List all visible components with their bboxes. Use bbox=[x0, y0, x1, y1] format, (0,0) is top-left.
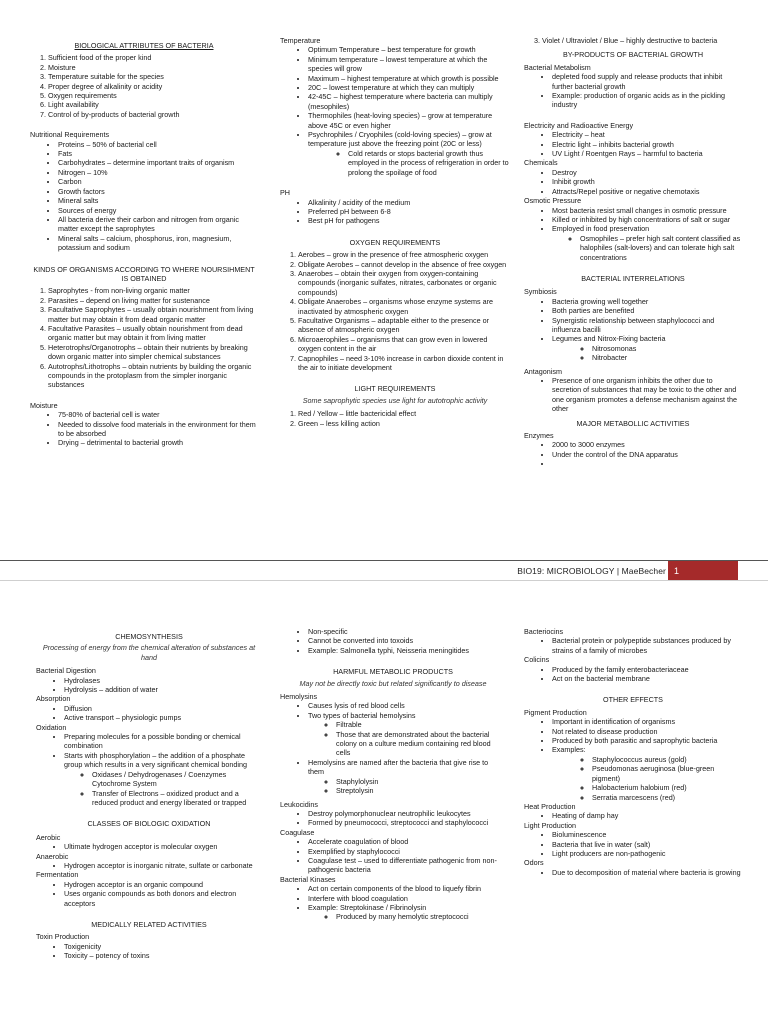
list-item: 2. Green – less killing action bbox=[298, 419, 510, 428]
bullet-list bbox=[36, 676, 262, 695]
section-title: OXYGEN REQUIREMENTS bbox=[349, 237, 441, 247]
section-label: Bacterial Metabolism bbox=[524, 62, 591, 72]
list-item: 2. Parasites – depend on living matter for sustenance bbox=[48, 296, 258, 305]
list-item: • 75-80% of bacterial cell is water bbox=[58, 410, 258, 419]
numbered-list bbox=[280, 409, 510, 428]
list-item: • Important in identification of organisms bbox=[552, 717, 742, 726]
page2-column-3 bbox=[524, 627, 742, 877]
list-item: ◦ Oxidases / Dehydrogenases / Coenzymes Cytochrome System bbox=[92, 770, 262, 789]
list-item: • Most bacteria resist small changes in osmotic pressure bbox=[552, 206, 742, 215]
list-item: 1. Aerobes – grow in the presence of free atmospheric oxygen bbox=[298, 250, 510, 259]
section-label: Toxin Production bbox=[36, 932, 90, 942]
bullet-list bbox=[524, 206, 742, 234]
section-subtitle: Some saprophytic species use light for autotrophic activity bbox=[302, 395, 488, 405]
list-item: ◦ Produced by many hemolytic streptococci bbox=[336, 912, 506, 921]
list-item: • Nitrogen – 10% bbox=[58, 168, 258, 177]
list-item: • Fats bbox=[58, 149, 258, 158]
list-item: • Optimum Temperature – best temperature for growth bbox=[308, 45, 510, 54]
bullet-list bbox=[524, 665, 742, 684]
bullet-list bbox=[30, 410, 258, 448]
page2-column-2 bbox=[280, 627, 506, 922]
sub-list bbox=[524, 755, 742, 802]
section-label: Bacteriocins bbox=[524, 627, 564, 636]
page-number-badge bbox=[668, 561, 738, 581]
list-item: • Example: Salmonella typhi, Neisseria meningitides bbox=[308, 646, 506, 655]
list-item: ◦ Filtrable bbox=[336, 720, 506, 729]
list-item: • Attracts/Repel positive or negative chemotaxis bbox=[552, 187, 742, 196]
list-item: • Diffusion bbox=[64, 704, 262, 713]
bullet-list bbox=[30, 140, 258, 253]
list-item: 5. Heterotrophs/Organotrophs – obtain their nutrients by breaking down organic matter into simpler chemical substances bbox=[48, 343, 258, 362]
section-label: Anaerobic bbox=[36, 851, 69, 861]
numbered-list bbox=[30, 286, 258, 389]
list-item: • Preferred pH between 6-8 bbox=[308, 207, 510, 216]
list-item: 7. Control of by-products of bacterial growth bbox=[48, 110, 258, 119]
sub-list bbox=[280, 149, 510, 177]
page-number: 1 bbox=[674, 566, 680, 576]
list-item: • Bacteria that live in water (salt) bbox=[552, 840, 742, 849]
sub-list bbox=[280, 720, 506, 758]
section-label: Aerobic bbox=[36, 832, 61, 842]
list-item: • Cannot be converted into toxoids bbox=[308, 636, 506, 645]
section-title: LIGHT REQUIREMENTS bbox=[354, 384, 436, 394]
list-item: • Due to decomposition of material where bacteria is growing bbox=[552, 868, 742, 877]
list-item: • Mineral salts bbox=[58, 196, 258, 205]
section-label: PH bbox=[280, 188, 290, 198]
bullet-list bbox=[524, 717, 742, 755]
list-item: ◦ Osmophiles – prefer high salt content classified as halophiles (salt-lovers) and can tolerate high salt concentrations bbox=[580, 234, 742, 262]
section-title: BACTERIAL INTERRELATIONS bbox=[581, 273, 685, 283]
list-item: 1. Saprophytes - from non-living organic matter bbox=[48, 286, 258, 295]
list-item: • Electric light – inhibits bacterial growth bbox=[552, 140, 742, 149]
list-item: 1. Red / Yellow – little bactericidal effect bbox=[298, 409, 510, 418]
section-subtitle: Processing of energy from the chemical alteration of substances at hand bbox=[42, 643, 256, 662]
list-item: 7. Capnophiles – need 3-10% increase in carbon dioxide content in the air to initiate development bbox=[298, 354, 510, 373]
bullet-list bbox=[524, 636, 742, 655]
list-item: • Under the control of the DNA apparatus bbox=[552, 450, 742, 459]
list-item: • Presence of one organism inhibits the other due to secretion of substances that may be toxic to the other and one organism promotes a defense mechanism against the other bbox=[552, 376, 742, 414]
page-footer bbox=[0, 560, 768, 581]
list-item: • Destroy bbox=[552, 168, 742, 177]
list-item: • Best pH for pathogens bbox=[308, 216, 510, 225]
list-item: • Growth factors bbox=[58, 187, 258, 196]
list-item: • Interfere with blood coagulation bbox=[308, 894, 506, 903]
bullet-list bbox=[524, 130, 742, 158]
sub-list bbox=[280, 912, 506, 921]
list-item: ◦ Streptolysin bbox=[336, 786, 506, 795]
list-item: • Example: production of organic acids as in the pickling industry bbox=[552, 91, 742, 110]
section-label: Osmotic Pressure bbox=[524, 196, 582, 206]
section-label: Colicins bbox=[524, 655, 550, 665]
list-item: ◦ Nitrobacter bbox=[592, 353, 742, 362]
bullet-list bbox=[36, 880, 262, 908]
section-label: Symbiosis bbox=[524, 287, 557, 297]
list-item: 6. Autotrophs/Lithotrophs – obtain nutrients by building the organic compounds in the protoplasm from the simpler inorganic substances bbox=[48, 362, 258, 390]
list-item: 5. Oxygen requirements bbox=[48, 91, 258, 100]
section-title: OTHER EFFECTS bbox=[603, 695, 663, 705]
bullet-list bbox=[36, 942, 262, 961]
bullet-list bbox=[524, 376, 742, 414]
section-label: Fermentation bbox=[36, 870, 79, 880]
list-item: 2. Moisture bbox=[48, 63, 258, 72]
bullet-list bbox=[524, 811, 742, 820]
list-item bbox=[552, 459, 742, 468]
list-item: • Needed to dissolve food materials in the environment for them to be absorbed bbox=[58, 420, 258, 439]
bullet-list bbox=[36, 842, 262, 851]
list-item: • Toxigenicity bbox=[64, 942, 262, 951]
list-item: • Alkalinity / acidity of the medium bbox=[308, 198, 510, 207]
section-title: MAJOR METABOLLIC ACTIVITIES bbox=[576, 418, 690, 428]
list-item: • Hemolysins are named after the bacteria that give rise to them bbox=[308, 758, 506, 777]
list-item: 1. Sufficient food of the proper kind bbox=[48, 53, 258, 62]
bullet-list bbox=[36, 732, 262, 770]
section-label: Temperature bbox=[280, 36, 321, 45]
bullet-list bbox=[524, 168, 742, 196]
list-item: • Non-specific bbox=[308, 627, 506, 636]
bullet-list bbox=[524, 297, 742, 344]
list-item: ◦ Nitrosomonas bbox=[592, 344, 742, 353]
list-item: • Electricity – heat bbox=[552, 130, 742, 139]
list-item: 6. Microaerophiles – organisms that can grow even in lowered oxygen content in the air bbox=[298, 335, 510, 354]
list-item: • Light producers are non-pathogenic bbox=[552, 849, 742, 858]
list-item: • Bioluminescence bbox=[552, 830, 742, 839]
list-item: • Coagulase test – used to differentiate pathogenic from non-pathogenic bacteria bbox=[308, 856, 506, 875]
bullet-list bbox=[280, 758, 506, 777]
section-label: Light Production bbox=[524, 820, 576, 830]
bullet-list bbox=[280, 701, 506, 720]
list-item: • Act on certain components of the blood to liquefy fibrin bbox=[308, 884, 506, 893]
list-item: • Active transport – physiologic pumps bbox=[64, 713, 262, 722]
list-item: • Exemplified by staphylococci bbox=[308, 847, 506, 856]
list-item: • Examples: bbox=[552, 745, 742, 754]
list-item: ◦ Cold retards or stops bacterial growth thus employed in the process of refrigeration in order to prolong the spoilage of food bbox=[348, 149, 510, 177]
list-item: • Maximum – highest temperature at which growth is possible bbox=[308, 74, 510, 83]
list-item: • Mineral salts – calcium, phosphorus, iron, magnesium, potassium and sodium bbox=[58, 234, 258, 253]
section-subtitle: May not be directly toxic but related significantly to disease bbox=[299, 678, 487, 688]
section-title: HARMFUL METABOLIC PRODUCTS bbox=[333, 667, 453, 677]
page1-column-2 bbox=[280, 36, 510, 428]
list-item: • Carbon bbox=[58, 177, 258, 186]
list-item: • All bacteria derive their carbon and nitrogen from organic matter except the saprophytes bbox=[58, 215, 258, 234]
list-item: 3. Facultative Saprophytes – usually obtain nourishment from living matter but may obtain it from dead organic matter bbox=[48, 305, 258, 324]
section-title: CLASSES OF BIOLOGIC OXIDATION bbox=[87, 819, 211, 829]
section-label: Bacterial Digestion bbox=[36, 666, 96, 676]
section-title: BY-PRODUCTS OF BACTERIAL GROWTH bbox=[562, 50, 704, 60]
list-item: • Bacterial protein or polypeptide substances produced by strains of a family of microbes bbox=[552, 636, 742, 655]
list-item: • Produced by the family enterobacteriaceae bbox=[552, 665, 742, 674]
section-label: Pigment Production bbox=[524, 707, 587, 717]
list-item: • 20C – lowest temperature at which they can multiply bbox=[308, 83, 510, 92]
section-label: Odors bbox=[524, 858, 544, 868]
list-item: 4. Facultative Parasites – usually obtain nourishment from dead organic matter but may obtain it from living matter bbox=[48, 324, 258, 343]
numbered-list bbox=[280, 250, 510, 372]
section-label: Heat Production bbox=[524, 801, 576, 811]
list-item: • Uses organic compounds as both donors and electron acceptors bbox=[64, 889, 262, 908]
section-label: Antagonism bbox=[524, 366, 562, 376]
numbered-list-continued bbox=[524, 36, 742, 45]
list-item: • Toxicity – potency of toxins bbox=[64, 951, 262, 960]
list-item: ◦ Transfer of Electrons – oxidized product and a reduced product and energy liberated or trapped bbox=[92, 789, 262, 808]
list-item: 3. Temperature suitable for the species bbox=[48, 72, 258, 81]
list-item: • Thermophiles (heat-loving species) – grow at temperature above 45C or even higher bbox=[308, 111, 510, 130]
list-item: • Heating of damp hay bbox=[552, 811, 742, 820]
page2-column-1 bbox=[36, 627, 262, 961]
section-title: CHEMOSYNTHESIS bbox=[115, 632, 183, 641]
list-item: 4. Proper degree of alkalinity or acidity bbox=[48, 82, 258, 91]
bullet-list bbox=[36, 861, 262, 870]
section-label: Nutritional Requirements bbox=[30, 130, 110, 140]
page1-column-1 bbox=[30, 36, 258, 448]
list-item: • Hydrolases bbox=[64, 676, 262, 685]
section-title: KINDS OF ORGANISMS ACCORDING TO WHERE NOURSIHMENT IS OBTAINED bbox=[33, 264, 255, 283]
list-item: • Psychrophiles / Cryophiles (cold-loving species) – grow at temperature just above the freezing point (20C or less) bbox=[308, 130, 510, 149]
list-item: • Synergistic relationship between staphylococci and influenza bacilli bbox=[552, 316, 742, 335]
list-item: • Carbohydrates – determine important traits of organism bbox=[58, 158, 258, 167]
bullet-list bbox=[524, 72, 742, 110]
section-label: Chemicals bbox=[524, 158, 558, 168]
section-label: Absorption bbox=[36, 694, 71, 704]
list-item: ◦ Those that are demonstrated about the bacterial colony on a culture medium containing red blood cells bbox=[336, 730, 506, 758]
list-item: 2. Obligate Aerobes – cannot develop in the absence of free oxygen bbox=[298, 260, 510, 269]
list-item: • Minimum temperature – lowest temperature at which the species will grow bbox=[308, 55, 510, 74]
list-item: • Employed in food preservation bbox=[552, 224, 742, 233]
list-item: 3. Anaerobes – obtain their oxygen from oxygen-containing compounds (inorganic sulfates, nitrates, carbonates or organic compounds) bbox=[298, 269, 510, 297]
list-item: • Example: Streptokinase / Fibrinolysin bbox=[308, 903, 506, 912]
sub-list bbox=[280, 777, 506, 796]
section-label: Coagulase bbox=[280, 827, 315, 837]
section-label: Moisture bbox=[30, 400, 58, 410]
bullet-list bbox=[280, 627, 506, 655]
list-item: • Accelerate coagulation of blood bbox=[308, 837, 506, 846]
list-item: • Formed by pneumococci, streptococci and staphylococci bbox=[308, 818, 506, 827]
list-item: 3. Violet / Ultraviolet / Blue – highly destructive to bacteria bbox=[542, 36, 742, 45]
list-item: 6. Light availability bbox=[48, 100, 258, 109]
list-item: ◦ Staphylococcus aureus (gold) bbox=[592, 755, 742, 764]
list-item: • 2000 to 3000 enzymes bbox=[552, 440, 742, 449]
bullet-list bbox=[280, 809, 506, 828]
list-item: • depleted food supply and release products that inhibit further bacterial growth bbox=[552, 72, 742, 91]
list-item: • Destroy polymorphonuclear neutrophilic leukocytes bbox=[308, 809, 506, 818]
page1-column-3 bbox=[524, 36, 742, 469]
list-item: • Legumes and Nitrox-Fixing bacteria bbox=[552, 334, 742, 343]
list-item: • Ultimate hydrogen acceptor is molecular oxygen bbox=[64, 842, 262, 851]
list-item: • Hydrogen acceptor is inorganic nitrate, sulfate or carbonate bbox=[64, 861, 262, 870]
list-item: 4. Obligate Anaerobes – organisms whose enzyme systems are inactivated by atmospheric oxygen bbox=[298, 297, 510, 316]
bullet-list bbox=[280, 198, 510, 226]
sub-list bbox=[36, 770, 262, 808]
list-item: • Hydrogen acceptor is an organic compound bbox=[64, 880, 262, 889]
list-item: • Starts with phosphorylation – the addition of a phosphate group which results in a very significant chemical bonding bbox=[64, 751, 262, 770]
section-label: Bacterial Kinases bbox=[280, 874, 336, 884]
list-item: ◦ Pseudomonas aeruginosa (blue-green pigment) bbox=[592, 764, 742, 783]
bullet-list bbox=[36, 704, 262, 723]
list-item: • Preparing molecules for a possible bonding or chemical combination bbox=[64, 732, 262, 751]
bullet-list bbox=[280, 884, 506, 912]
bullet-list bbox=[524, 440, 742, 468]
list-item: ◦ Staphylolysin bbox=[336, 777, 506, 786]
list-item: • Inhibit growth bbox=[552, 177, 742, 186]
list-item: • Drying – detrimental to bacterial growth bbox=[58, 438, 258, 447]
sub-list bbox=[524, 234, 742, 262]
list-item: • UV Light / Roentgen Rays – harmful to bacteria bbox=[552, 149, 742, 158]
list-item: • Hydrolysis – addition of water bbox=[64, 685, 262, 694]
list-item: • Produced by both parasitic and saprophytic bacteria bbox=[552, 736, 742, 745]
list-item: • Bacteria growing well together bbox=[552, 297, 742, 306]
list-item: ◦ Halobacterium halobium (red) bbox=[592, 783, 742, 792]
section-title: BIOLOGICAL ATTRIBUTES OF BACTERIA bbox=[74, 41, 214, 50]
bullet-list bbox=[524, 868, 742, 877]
list-item: • Killed or inhibited by high concentrations of salt or sugar bbox=[552, 215, 742, 224]
list-item: ◦ Serratia marcescens (red) bbox=[592, 793, 742, 802]
numbered-list bbox=[30, 53, 258, 119]
list-item: • Both parties are benefited bbox=[552, 306, 742, 315]
footer-course-title: BIO19: MICROBIOLOGY | MaeBecher bbox=[517, 566, 666, 576]
list-item: 5. Facultative Organisms – adaptable either to the presence or absence of atmospheric oxygen bbox=[298, 316, 510, 335]
page-2 bbox=[0, 580, 768, 1025]
section-label: Enzymes bbox=[524, 431, 554, 441]
list-item: • Causes lysis of red blood cells bbox=[308, 701, 506, 710]
bullet-list bbox=[280, 45, 510, 148]
bullet-list bbox=[524, 830, 742, 858]
section-label: Leukocidins bbox=[280, 799, 318, 809]
list-item: • Act on the bacterial membrane bbox=[552, 674, 742, 683]
section-label: Electricity and Radioactive Energy bbox=[524, 120, 634, 130]
list-item: • 42-45C – highest temperature where bacteria can multiply (mesophiles) bbox=[308, 92, 510, 111]
section-title: MEDICALLY RELATED ACTIVITIES bbox=[91, 919, 207, 929]
section-label: Oxidation bbox=[36, 722, 67, 732]
list-item: • Two types of bacterial hemolysins bbox=[308, 711, 506, 720]
sub-list bbox=[524, 344, 742, 363]
list-item: • Sources of energy bbox=[58, 206, 258, 215]
list-item: • Not related to disease production bbox=[552, 727, 742, 736]
list-item: • Proteins – 50% of bacterial cell bbox=[58, 140, 258, 149]
section-label: Hemolysins bbox=[280, 692, 318, 702]
bullet-list bbox=[280, 837, 506, 875]
